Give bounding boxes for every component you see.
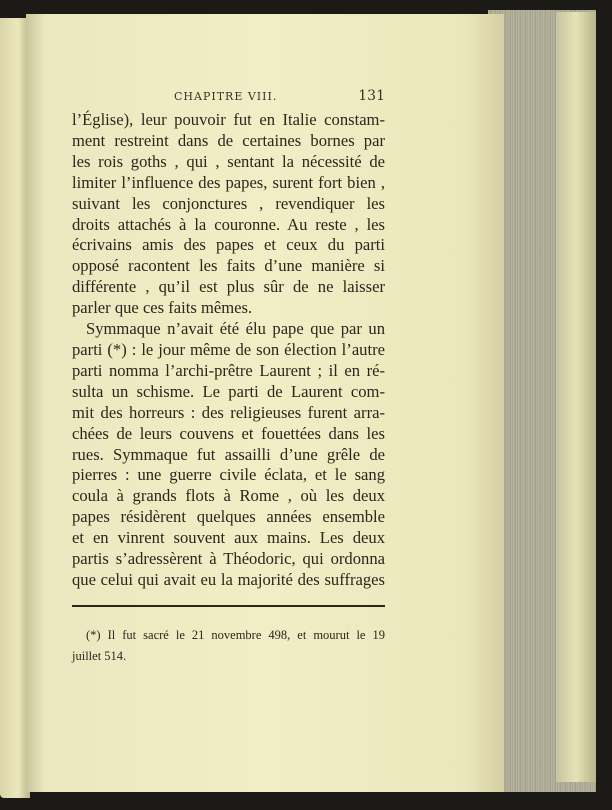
text-line: que celui qui avait eu la majorité des suffrages xyxy=(72,569,385,589)
footnote-line: juillet 514. xyxy=(72,649,127,663)
footnote-line: (*) Il fut sacré le 21 novembre 498, et mourut le 19 xyxy=(86,628,385,642)
text-line: sulta un schisme. Le parti de Laurent com- xyxy=(72,381,385,401)
text-line: papes résidèrent quelques années ensemble xyxy=(72,507,385,527)
text-line: droits attachés à la couronne. Au reste , les xyxy=(72,214,385,234)
text-line: pierres : une guerre civile éclata, et le sang xyxy=(72,465,385,485)
text-line: parler que ces faits mêmes. xyxy=(72,298,253,318)
footnote xyxy=(72,625,385,667)
text-line: écrivains amis des papes et ceux du parti xyxy=(72,235,385,255)
text-line: l’Église), leur pouvoir fut en Italie constam- xyxy=(72,110,385,129)
text-line: opposé racontent les faits d’une manière si xyxy=(72,256,385,276)
text-line: ment restreint dans de certaines bornes par xyxy=(72,130,385,150)
text-line: limiter l’influence des papes, surent fort bien , xyxy=(72,172,385,192)
page-number: 131 xyxy=(358,88,385,104)
text-line: suivant les conjonctures , revendiquer les xyxy=(72,193,385,213)
book-cover-edge xyxy=(556,12,596,782)
text-line: parti nomma l’archi-prêtre Laurent ; il en ré- xyxy=(72,360,385,380)
text-line: les rois goths , qui , sentant la nécessité de xyxy=(72,151,385,171)
text-line: chées de leurs couvens et fouettées dans les xyxy=(72,423,385,443)
text-line: rues. Symmaque fut assailli d’une grêle de xyxy=(72,444,385,464)
body-text xyxy=(72,110,385,591)
text-line: Symmaque n’avait été élu pape que par un xyxy=(86,319,385,339)
text-line: mit des horreurs : des religieuses furent arra- xyxy=(72,402,385,422)
text-line: parti (*) : le jour même de son élection l’autre xyxy=(72,339,385,359)
text-line: différente , qu’il est plus sûr de ne laisser xyxy=(72,277,385,297)
text-line: et en vinrent souvent aux mains. Les deux xyxy=(72,528,385,548)
text-line: partis s’adressèrent à Théodoric, qui ordonna xyxy=(72,549,385,569)
footnote-rule xyxy=(72,605,385,607)
chapter-title: CHAPITRE VIII. xyxy=(174,90,278,103)
text-line: coula à grands flots à Rome , où les deux xyxy=(72,486,385,506)
